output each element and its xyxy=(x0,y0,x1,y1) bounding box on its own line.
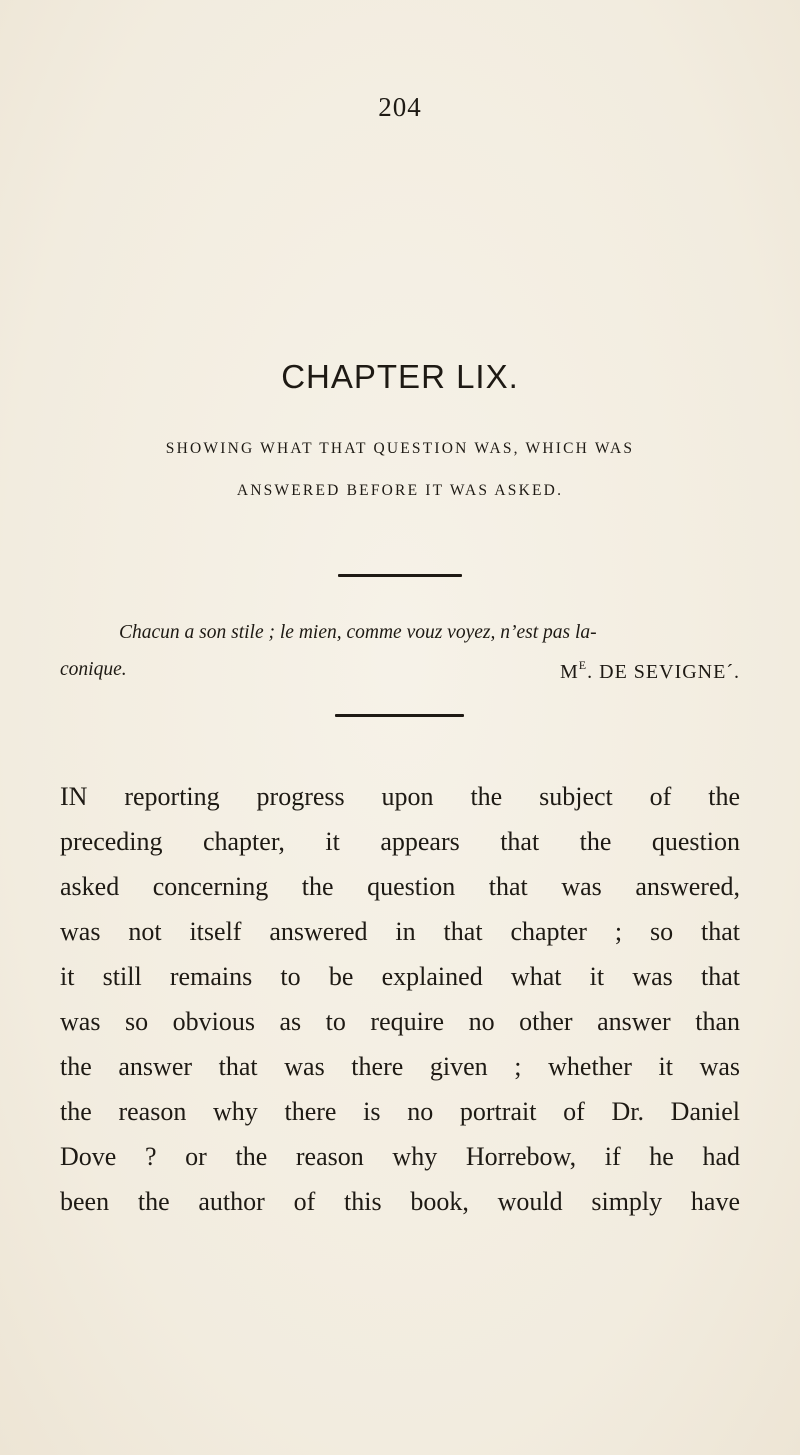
epigraph-line-2: conique. xyxy=(60,659,127,680)
chapter-subtitle-line-1: SHOWING WHAT THAT QUESTION WAS, WHICH WAS xyxy=(165,440,635,457)
body-text-line: was not itself answered in that chapter ; so that xyxy=(60,917,740,946)
epigraph-attribution xyxy=(560,658,740,684)
divider-rule-top xyxy=(338,574,462,577)
body-text-line: was so obvious as to require no other answer than xyxy=(60,1007,740,1036)
body-text-line: the answer that was there given ; whether it was xyxy=(60,1052,740,1081)
attribution-name: . DE SEVIGNE´. xyxy=(587,661,740,683)
attribution-superscript: E xyxy=(578,658,588,672)
epigraph-line-1: Chacun a son stile ; le mien, comme vouz voyez, n’est pas la- xyxy=(119,622,597,643)
body-text-line: preceding chapter, it appears that the question xyxy=(60,827,740,856)
body-text-line: been the author of this book, would simply have xyxy=(60,1187,740,1216)
body-text-line: it still remains to be explained what it was that xyxy=(60,962,740,991)
page-number: 204 xyxy=(378,92,422,122)
body-text-line: Dove ? or the reason why Horrebow, if he had xyxy=(60,1142,740,1171)
attribution-initial: M xyxy=(559,661,579,683)
body-text-line: asked concerning the question that was answered, xyxy=(60,872,740,901)
body-text-line: IN reporting progress upon the subject of the xyxy=(60,782,740,811)
chapter-subtitle-line-2: ANSWERED BEFORE IT WAS ASKED. xyxy=(236,482,564,499)
body-text-line: the reason why there is no portrait of Dr. Daniel xyxy=(60,1097,740,1126)
divider-rule-bottom xyxy=(335,714,464,717)
chapter-title: CHAPTER LIX. xyxy=(281,358,519,395)
